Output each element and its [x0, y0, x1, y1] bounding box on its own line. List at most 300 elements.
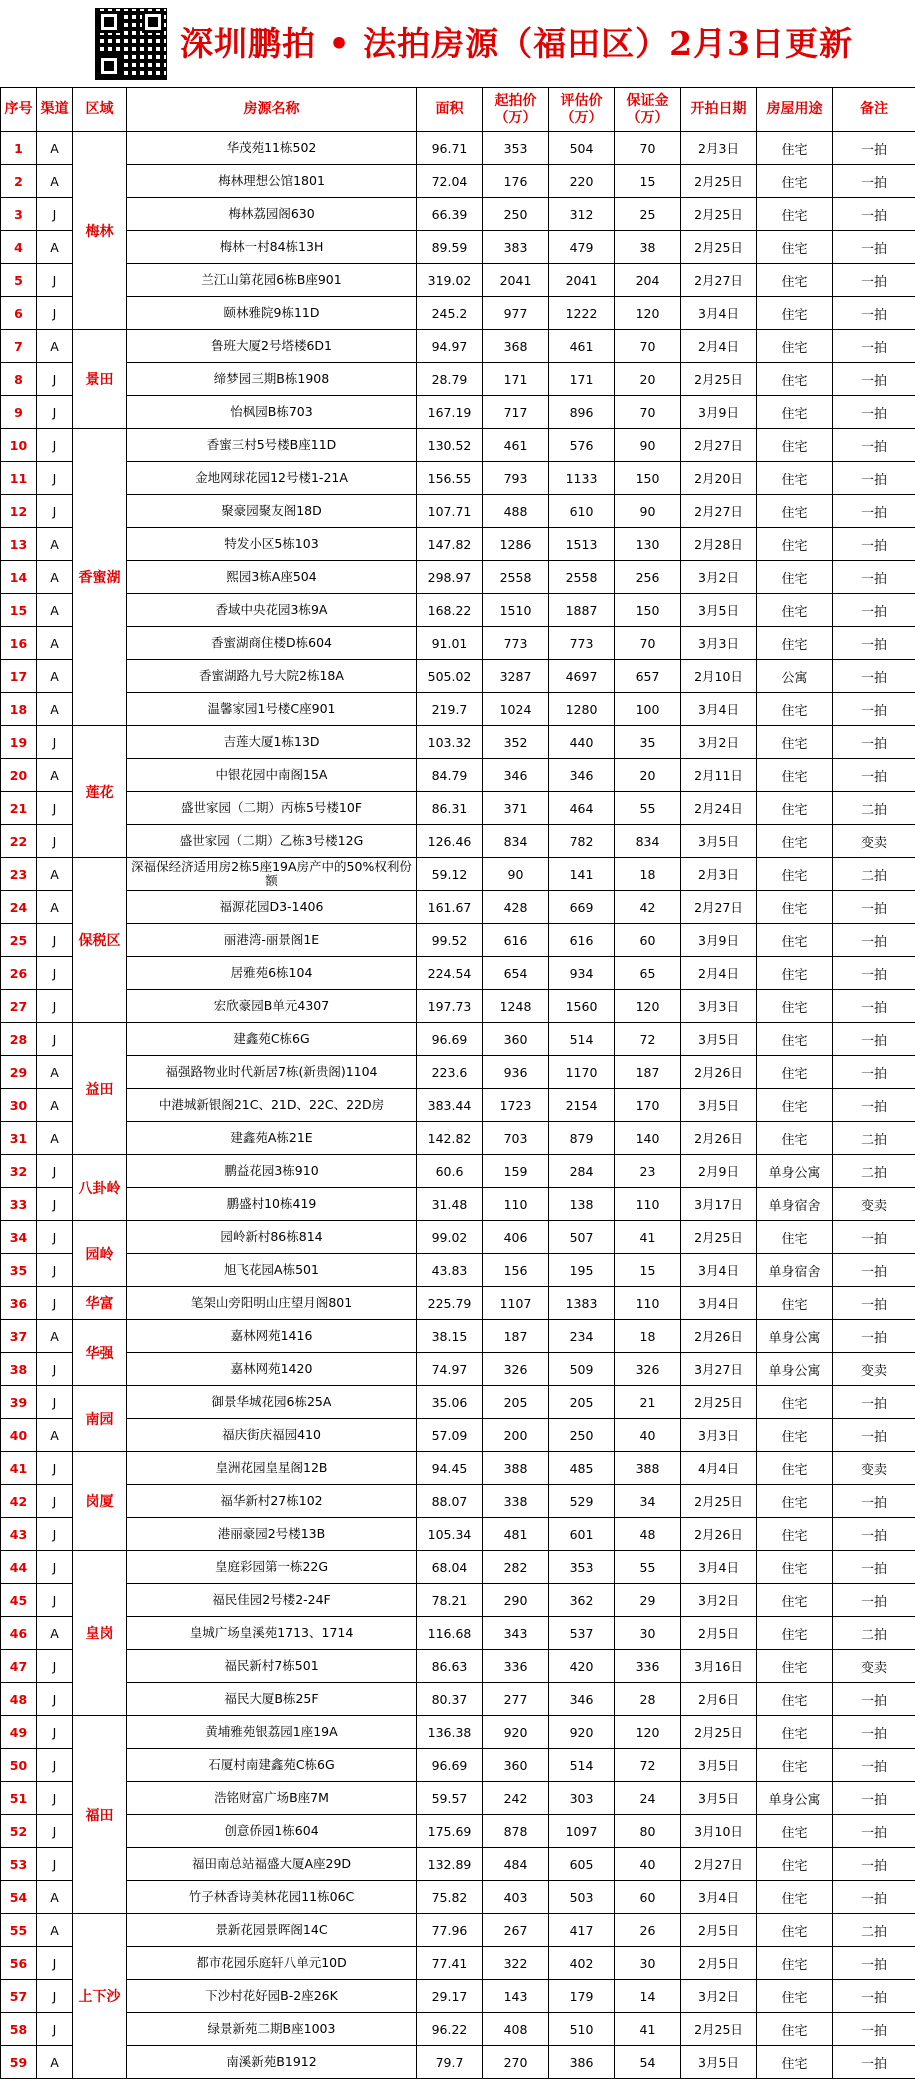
col-header-deposit: 保证金（万）	[615, 88, 681, 132]
row-deposit: 24	[615, 1782, 681, 1815]
row-area: 57.09	[417, 1419, 483, 1452]
row-start-date: 3月27日	[681, 1353, 757, 1386]
row-start-date: 2月25日	[681, 1221, 757, 1254]
row-note: 一拍	[833, 1947, 915, 1980]
row-index: 11	[1, 462, 37, 495]
row-start-date: 3月3日	[681, 1419, 757, 1452]
row-start-date: 2月26日	[681, 1320, 757, 1353]
row-start-date: 2月4日	[681, 330, 757, 363]
row-property-name: 景新花园景晖阁14C	[127, 1914, 417, 1947]
row-index: 57	[1, 1980, 37, 2013]
row-start-price: 187	[483, 1320, 549, 1353]
row-start-date: 2月3日	[681, 132, 757, 165]
row-channel: J	[37, 1518, 73, 1551]
row-use: 住宅	[757, 792, 833, 825]
row-start-price: 773	[483, 627, 549, 660]
row-property-name: 福源花园D3-1406	[127, 891, 417, 924]
row-property-name: 金地网球花园12号楼1-21A	[127, 462, 417, 495]
row-channel: J	[37, 1386, 73, 1419]
row-note: 一拍	[833, 627, 915, 660]
row-appraisal: 1513	[549, 528, 615, 561]
row-index: 18	[1, 693, 37, 726]
row-note: 二拍	[833, 1155, 915, 1188]
row-channel: A	[37, 627, 73, 660]
row-area: 88.07	[417, 1485, 483, 1518]
row-appraisal: 1280	[549, 693, 615, 726]
table-row	[1, 594, 915, 627]
row-index: 5	[1, 264, 37, 297]
row-index: 36	[1, 1287, 37, 1320]
row-note: 一拍	[833, 1254, 915, 1287]
row-start-date: 2月26日	[681, 1518, 757, 1551]
row-channel: A	[37, 1419, 73, 1452]
row-property-name: 香蜜湖路九号大院2栋18A	[127, 660, 417, 693]
row-region: 景田	[73, 330, 127, 429]
col-header-index: 序号	[1, 88, 37, 132]
row-property-name: 华茂苑11栋502	[127, 132, 417, 165]
row-area: 99.52	[417, 924, 483, 957]
row-start-date: 2月25日	[681, 165, 757, 198]
row-deposit: 41	[615, 2013, 681, 2046]
row-note: 一拍	[833, 1518, 915, 1551]
row-use: 住宅	[757, 363, 833, 396]
row-note: 一拍	[833, 759, 915, 792]
row-use: 住宅	[757, 1419, 833, 1452]
row-property-name: 浩铭财富广场B座7M	[127, 1782, 417, 1815]
row-area: 107.71	[417, 495, 483, 528]
row-area: 60.6	[417, 1155, 483, 1188]
row-note: 一拍	[833, 264, 915, 297]
table-row	[1, 1749, 915, 1782]
row-start-price: 793	[483, 462, 549, 495]
row-start-price: 977	[483, 297, 549, 330]
row-channel: A	[37, 891, 73, 924]
row-channel: J	[37, 1551, 73, 1584]
row-channel: A	[37, 594, 73, 627]
row-start-date: 3月5日	[681, 1782, 757, 1815]
row-index: 59	[1, 2046, 37, 2079]
row-channel: J	[37, 1287, 73, 1320]
row-appraisal: 2041	[549, 264, 615, 297]
row-property-name: 熙园3栋A座504	[127, 561, 417, 594]
row-index: 10	[1, 429, 37, 462]
row-deposit: 187	[615, 1056, 681, 1089]
table-row	[1, 198, 915, 231]
row-appraisal: 464	[549, 792, 615, 825]
row-area: 43.83	[417, 1254, 483, 1287]
row-deposit: 388	[615, 1452, 681, 1485]
row-note: 一拍	[833, 1089, 915, 1122]
row-channel: J	[37, 1584, 73, 1617]
table-row	[1, 1947, 915, 1980]
row-start-date: 2月26日	[681, 1056, 757, 1089]
row-appraisal: 507	[549, 1221, 615, 1254]
row-deposit: 21	[615, 1386, 681, 1419]
row-start-price: 878	[483, 1815, 549, 1848]
row-area: 319.02	[417, 264, 483, 297]
row-use: 住宅	[757, 297, 833, 330]
row-appraisal: 171	[549, 363, 615, 396]
row-property-name: 下沙村花好园B-2座26K	[127, 1980, 417, 2013]
row-property-name: 香蜜三村5号楼B座11D	[127, 429, 417, 462]
row-index: 29	[1, 1056, 37, 1089]
row-index: 21	[1, 792, 37, 825]
row-note: 一拍	[833, 1881, 915, 1914]
col-header-channel: 渠道	[37, 88, 73, 132]
row-appraisal: 1560	[549, 990, 615, 1023]
listing-table	[0, 87, 915, 2079]
row-area: 96.71	[417, 132, 483, 165]
table-row	[1, 891, 915, 924]
row-appraisal: 504	[549, 132, 615, 165]
row-channel: A	[37, 858, 73, 891]
row-start-date: 3月5日	[681, 1023, 757, 1056]
row-start-price: 205	[483, 1386, 549, 1419]
table-row	[1, 1386, 915, 1419]
row-channel: J	[37, 990, 73, 1023]
row-property-name: 皇庭彩园第一栋22G	[127, 1551, 417, 1584]
row-note: 一拍	[833, 2046, 915, 2079]
row-use: 住宅	[757, 858, 833, 891]
row-region: 南园	[73, 1386, 127, 1452]
row-appraisal: 353	[549, 1551, 615, 1584]
row-use: 住宅	[757, 462, 833, 495]
row-area: 91.01	[417, 627, 483, 660]
row-deposit: 70	[615, 330, 681, 363]
row-start-price: 353	[483, 132, 549, 165]
row-use: 住宅	[757, 726, 833, 759]
row-deposit: 60	[615, 1881, 681, 1914]
row-area: 298.97	[417, 561, 483, 594]
row-deposit: 20	[615, 759, 681, 792]
row-appraisal: 479	[549, 231, 615, 264]
row-note: 一拍	[833, 1320, 915, 1353]
row-index: 27	[1, 990, 37, 1023]
row-channel: J	[37, 495, 73, 528]
row-note: 一拍	[833, 528, 915, 561]
table-row	[1, 1815, 915, 1848]
table-row	[1, 297, 915, 330]
row-use: 住宅	[757, 396, 833, 429]
row-start-price: 717	[483, 396, 549, 429]
row-appraisal: 934	[549, 957, 615, 990]
row-start-price: 360	[483, 1023, 549, 1056]
row-use: 住宅	[757, 1980, 833, 2013]
table-row	[1, 1848, 915, 1881]
row-area: 219.7	[417, 693, 483, 726]
row-use: 住宅	[757, 132, 833, 165]
row-use: 公寓	[757, 660, 833, 693]
row-note: 一拍	[833, 957, 915, 990]
row-area: 167.19	[417, 396, 483, 429]
row-property-name: 吉莲大厦1栋13D	[127, 726, 417, 759]
row-start-price: 156	[483, 1254, 549, 1287]
row-note: 变卖	[833, 1353, 915, 1386]
row-channel: J	[37, 1155, 73, 1188]
row-start-price: 484	[483, 1848, 549, 1881]
table-row	[1, 1353, 915, 1386]
qr-finder-icon	[98, 11, 120, 33]
row-start-price: 1024	[483, 693, 549, 726]
row-channel: A	[37, 330, 73, 363]
row-property-name: 鹏益花园3栋910	[127, 1155, 417, 1188]
row-area: 86.63	[417, 1650, 483, 1683]
row-start-date: 3月10日	[681, 1815, 757, 1848]
row-area: 147.82	[417, 528, 483, 561]
row-appraisal: 514	[549, 1749, 615, 1782]
row-deposit: 130	[615, 528, 681, 561]
row-start-price: 267	[483, 1914, 549, 1947]
row-appraisal: 537	[549, 1617, 615, 1650]
row-index: 23	[1, 858, 37, 891]
row-channel: J	[37, 1452, 73, 1485]
row-area: 74.97	[417, 1353, 483, 1386]
row-use: 住宅	[757, 528, 833, 561]
row-appraisal: 312	[549, 198, 615, 231]
row-area: 78.21	[417, 1584, 483, 1617]
row-property-name: 中银花园中南阁15A	[127, 759, 417, 792]
row-note: 二拍	[833, 1617, 915, 1650]
row-property-name: 御景华城花园6栋25A	[127, 1386, 417, 1419]
row-deposit: 110	[615, 1287, 681, 1320]
row-start-date: 4月4日	[681, 1452, 757, 1485]
row-use: 住宅	[757, 957, 833, 990]
row-index: 47	[1, 1650, 37, 1683]
table-row	[1, 264, 915, 297]
col-header-name: 房源名称	[127, 88, 417, 132]
table-row	[1, 1650, 915, 1683]
row-start-price: 290	[483, 1584, 549, 1617]
table-row	[1, 561, 915, 594]
row-property-name: 福民大厦B栋25F	[127, 1683, 417, 1716]
row-index: 40	[1, 1419, 37, 1452]
row-index: 30	[1, 1089, 37, 1122]
qr-finder-icon	[98, 55, 120, 77]
row-area: 66.39	[417, 198, 483, 231]
row-start-price: 250	[483, 198, 549, 231]
row-property-name: 福民新村7栋501	[127, 1650, 417, 1683]
row-channel: A	[37, 1320, 73, 1353]
row-start-price: 159	[483, 1155, 549, 1188]
row-area: 225.79	[417, 1287, 483, 1320]
row-note: 一拍	[833, 297, 915, 330]
row-area: 224.54	[417, 957, 483, 990]
table-row	[1, 1023, 915, 1056]
row-appraisal: 220	[549, 165, 615, 198]
row-note: 一拍	[833, 462, 915, 495]
row-note: 变卖	[833, 1188, 915, 1221]
row-deposit: 34	[615, 1485, 681, 1518]
row-deposit: 14	[615, 1980, 681, 2013]
row-channel: J	[37, 1254, 73, 1287]
row-property-name: 皇城广场皇溪苑1713、1714	[127, 1617, 417, 1650]
row-index: 2	[1, 165, 37, 198]
row-channel: J	[37, 1782, 73, 1815]
row-note: 一拍	[833, 1749, 915, 1782]
row-start-price: 403	[483, 1881, 549, 1914]
qr-finder-icon	[142, 11, 164, 33]
row-deposit: 40	[615, 1848, 681, 1881]
col-header-date: 开拍日期	[681, 88, 757, 132]
row-use: 住宅	[757, 495, 833, 528]
row-index: 58	[1, 2013, 37, 2046]
row-use: 住宅	[757, 1122, 833, 1155]
row-property-name: 福强路物业时代新居7栋(新贵阁)1104	[127, 1056, 417, 1089]
row-area: 245.2	[417, 297, 483, 330]
row-use: 住宅	[757, 1221, 833, 1254]
row-start-date: 2月24日	[681, 792, 757, 825]
table-row	[1, 1452, 915, 1485]
row-index: 1	[1, 132, 37, 165]
row-property-name: 皇洲花园皇星阁12B	[127, 1452, 417, 1485]
row-use: 住宅	[757, 1650, 833, 1683]
row-property-name: 建鑫苑C栋6G	[127, 1023, 417, 1056]
row-start-date: 3月2日	[681, 726, 757, 759]
table-row	[1, 759, 915, 792]
row-area: 99.02	[417, 1221, 483, 1254]
row-deposit: 336	[615, 1650, 681, 1683]
row-start-date: 3月5日	[681, 594, 757, 627]
row-area: 72.04	[417, 165, 483, 198]
row-property-name: 特发小区5栋103	[127, 528, 417, 561]
row-start-price: 461	[483, 429, 549, 462]
row-start-price: 110	[483, 1188, 549, 1221]
row-note: 一拍	[833, 396, 915, 429]
row-channel: J	[37, 1221, 73, 1254]
row-deposit: 38	[615, 231, 681, 264]
row-use: 单身公寓	[757, 1353, 833, 1386]
row-region: 莲花	[73, 726, 127, 858]
row-property-name: 怡枫园B栋703	[127, 396, 417, 429]
row-appraisal: 510	[549, 2013, 615, 2046]
row-start-price: 408	[483, 2013, 549, 2046]
row-region: 保税区	[73, 858, 127, 1023]
row-property-name: 兰江山第花园6栋B座901	[127, 264, 417, 297]
table-row	[1, 2046, 915, 2079]
row-appraisal: 485	[549, 1452, 615, 1485]
row-area: 505.02	[417, 660, 483, 693]
row-channel: J	[37, 1650, 73, 1683]
row-property-name: 福田南总站福盛大厦A座29D	[127, 1848, 417, 1881]
row-start-date: 2月25日	[681, 2013, 757, 2046]
row-index: 50	[1, 1749, 37, 1782]
row-start-date: 2月27日	[681, 495, 757, 528]
row-start-price: 371	[483, 792, 549, 825]
row-start-date: 3月16日	[681, 1650, 757, 1683]
row-start-date: 2月4日	[681, 957, 757, 990]
row-channel: J	[37, 198, 73, 231]
row-area: 156.55	[417, 462, 483, 495]
row-index: 6	[1, 297, 37, 330]
row-appraisal: 195	[549, 1254, 615, 1287]
row-start-date: 3月17日	[681, 1188, 757, 1221]
table-row	[1, 1551, 915, 1584]
row-start-price: 277	[483, 1683, 549, 1716]
row-appraisal: 1887	[549, 594, 615, 627]
row-index: 38	[1, 1353, 37, 1386]
row-start-date: 3月3日	[681, 627, 757, 660]
row-use: 住宅	[757, 198, 833, 231]
table-row	[1, 1056, 915, 1089]
row-channel: A	[37, 561, 73, 594]
row-start-price: 176	[483, 165, 549, 198]
row-note: 一拍	[833, 231, 915, 264]
row-area: 79.7	[417, 2046, 483, 2079]
row-deposit: 170	[615, 1089, 681, 1122]
row-area: 105.34	[417, 1518, 483, 1551]
row-start-date: 3月4日	[681, 297, 757, 330]
qr-code-icon	[95, 8, 167, 80]
row-area: 86.31	[417, 792, 483, 825]
row-property-name: 盛世家园（二期）乙栋3号楼12G	[127, 825, 417, 858]
row-deposit: 110	[615, 1188, 681, 1221]
row-property-name: 南溪新苑B1912	[127, 2046, 417, 2079]
col-header-start-price: 起拍价（万）	[483, 88, 549, 132]
row-area: 77.41	[417, 1947, 483, 1980]
row-deposit: 150	[615, 462, 681, 495]
row-region: 华富	[73, 1287, 127, 1320]
table-row	[1, 1980, 915, 2013]
row-index: 32	[1, 1155, 37, 1188]
row-index: 15	[1, 594, 37, 627]
table-row	[1, 528, 915, 561]
table-row	[1, 792, 915, 825]
row-start-date: 2月27日	[681, 1848, 757, 1881]
row-note: 二拍	[833, 858, 915, 891]
row-use: 住宅	[757, 1683, 833, 1716]
row-appraisal: 509	[549, 1353, 615, 1386]
table-row	[1, 627, 915, 660]
page-title: 深圳鹏拍 • 法拍房源（福田区）2月3日更新	[180, 14, 853, 74]
row-deposit: 657	[615, 660, 681, 693]
row-use: 住宅	[757, 330, 833, 363]
row-area: 75.82	[417, 1881, 483, 1914]
row-note: 一拍	[833, 1716, 915, 1749]
row-use: 住宅	[757, 990, 833, 1023]
row-deposit: 60	[615, 924, 681, 957]
row-deposit: 55	[615, 1551, 681, 1584]
row-area: 96.69	[417, 1023, 483, 1056]
row-start-price: 428	[483, 891, 549, 924]
row-use: 住宅	[757, 429, 833, 462]
row-note: 一拍	[833, 1023, 915, 1056]
row-channel: A	[37, 2046, 73, 2079]
row-deposit: 80	[615, 1815, 681, 1848]
row-channel: J	[37, 825, 73, 858]
row-appraisal: 514	[549, 1023, 615, 1056]
row-start-date: 3月4日	[681, 1254, 757, 1287]
row-index: 31	[1, 1122, 37, 1155]
row-property-name: 宏欣豪园B单元4307	[127, 990, 417, 1023]
row-deposit: 150	[615, 594, 681, 627]
row-property-name: 聚豪园聚友阁18D	[127, 495, 417, 528]
row-channel: J	[37, 957, 73, 990]
row-appraisal: 1222	[549, 297, 615, 330]
row-deposit: 15	[615, 165, 681, 198]
row-use: 住宅	[757, 231, 833, 264]
row-property-name: 笔架山旁阳明山庄望月阁801	[127, 1287, 417, 1320]
row-property-name: 建鑫苑A栋21E	[127, 1122, 417, 1155]
row-start-price: 338	[483, 1485, 549, 1518]
table-row	[1, 1287, 915, 1320]
row-area: 68.04	[417, 1551, 483, 1584]
row-note: 一拍	[833, 1980, 915, 2013]
row-channel: A	[37, 528, 73, 561]
row-note: 变卖	[833, 1650, 915, 1683]
row-note: 一拍	[833, 1848, 915, 1881]
row-start-date: 2月6日	[681, 1683, 757, 1716]
row-property-name: 香蜜湖商住楼D栋604	[127, 627, 417, 660]
